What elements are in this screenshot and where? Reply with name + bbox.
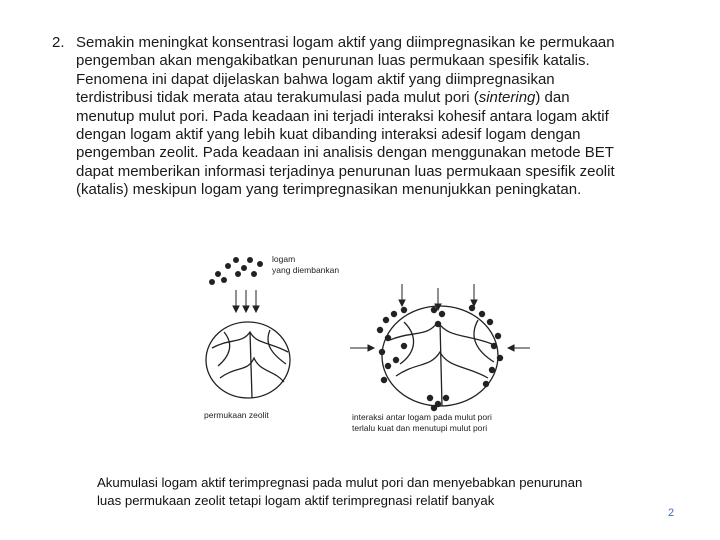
paragraph-line: terdistribusi tidak merata atau terakumulasi pada mulut pori (sintering) dan [76,89,570,107]
label-metal-2: yang diembankan [272,265,340,275]
label-interaction-1: interaksi antar logam pada mulut pori [352,412,492,422]
paragraph-line: menutup mulut pori. Pada keadaan ini terjadi interaksi kohesif antara logam aktif [76,107,609,125]
metal-particles-cluster [209,257,263,285]
zeolite-grain-left [206,322,290,398]
paragraph-line: dengan logam aktif yang lebih kuat dibanding interaksi adesif logam dengan [76,126,581,144]
caption-line: luas permukaan zeolit tetapi logam aktif terimpregnasi relatif banyak [97,492,495,508]
label-metal: logam [272,254,296,264]
figure-caption [97,474,677,509]
label-interaction-2: terlalu kuat dan menutupi mulut pori [352,423,488,433]
paragraph-line: Fenomena ini dapat dijelaskan bahwa logam aktif yang diimpregnasikan [76,70,555,88]
down-arrows [233,290,259,312]
caption-line: Akumulasi logam aktif terimpregnasi pada mulut pori dan menyebabkan penurunan [97,475,583,490]
body-paragraph [76,34,686,200]
sintering-diagram [190,248,540,448]
paragraph-line: dapat memberikan informasi terjadinya penurunan luas permukaan spesifik zeolit [76,162,615,180]
page-number: 2 [668,507,675,519]
list-number: 2. [52,34,65,51]
sintering-term: sintering [478,89,536,107]
paragraph-line: Semakin meningkat konsentrasi logam aktif yang diimpregnasikan ke permukaan [76,34,615,51]
label-zeolite: permukaan zeolit [204,410,269,420]
paragraph-line: pengemban zeolit. Pada keadaan ini analisis dengan menggunakan metode BET [76,144,614,162]
paragraph-line: pengemban akan mengakibatkan penurunan luas permukaan spesifik katalis. [76,52,590,70]
accumulated-metal [377,305,503,411]
zeolite-grain-right [382,306,498,406]
paragraph-line: (katalis) meskipun logam yang terimpregnasikan menunjukkan peningkatan. [76,181,582,199]
